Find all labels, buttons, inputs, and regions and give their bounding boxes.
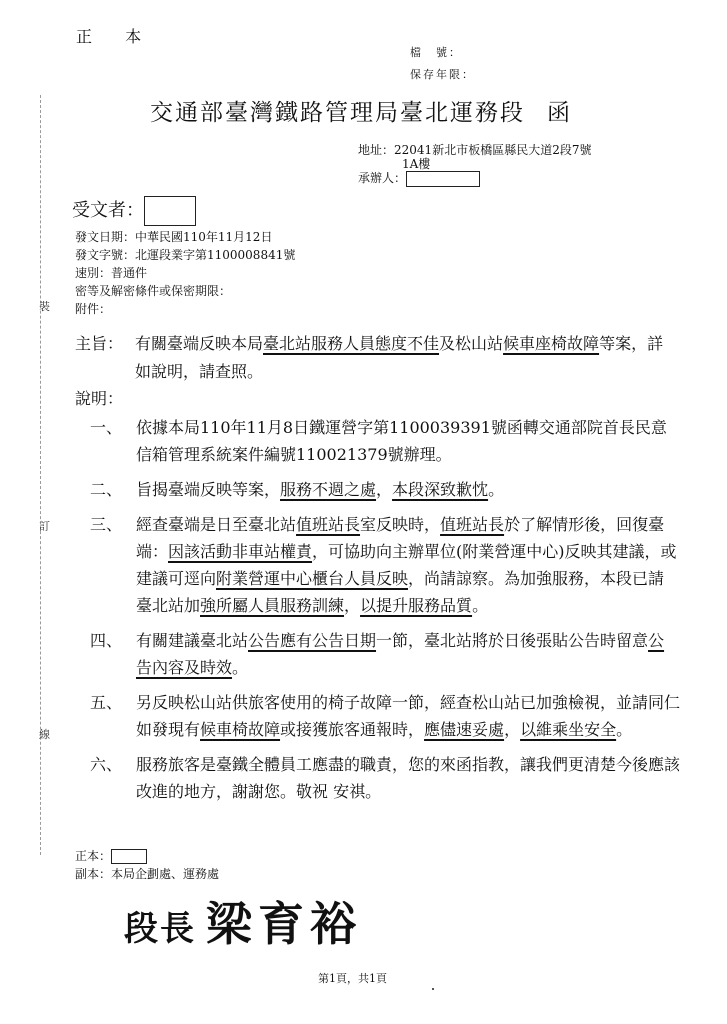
- text-run: 服務旅客是臺鐵全體員工應盡的職責，您的來函指教，讓我們更清楚今後應該改進的地方，謝謝您。敬祝 安祺。: [136, 755, 681, 801]
- underlined-phrase: 以提升服務品質: [360, 596, 473, 615]
- underlined-phrase: 值班站長: [440, 515, 505, 534]
- text-run: ，可協助向主辦單位(附業營運中心)反映其建議，或建議可逕向: [136, 542, 677, 588]
- copy-to-line: 副本：本局企劃處、運務處: [75, 867, 220, 881]
- item-number: 六、: [90, 755, 123, 774]
- address-line: [358, 141, 591, 158]
- explanation-item: [90, 511, 680, 619]
- text-run: ，: [504, 720, 521, 739]
- binding-char-zhuang: 裝: [39, 300, 50, 313]
- attachment: 附件：: [75, 302, 112, 316]
- underlined-phrase: 本段深致歉忱: [392, 480, 489, 499]
- address-line-2: 1A樓: [402, 157, 431, 171]
- underlined-phrase: 公告應有公告日期: [248, 631, 377, 650]
- subject-text: [135, 330, 665, 386]
- underlined-phrase: 公告內容及時效: [136, 631, 665, 677]
- item-text: [136, 755, 680, 801]
- recipient-line: [72, 196, 196, 226]
- signer-title: 段長: [124, 909, 196, 949]
- text-run: ，尚請諒察。為加強服務，本段已請臺北站加: [136, 569, 665, 615]
- text-run: ，: [344, 596, 361, 615]
- underlined-phrase: 值班站長: [296, 515, 361, 534]
- text-run: 及松山站: [439, 334, 504, 353]
- original-recipient-line: [75, 847, 147, 864]
- underlined-phrase: 強所屬人員服務訓練: [200, 596, 345, 615]
- document-title: [150, 94, 572, 127]
- underlined-phrase: 應儘速妥處: [424, 720, 505, 739]
- signature-block: [124, 888, 362, 954]
- text-run: 等案，詳如說明，請查照。: [135, 334, 664, 381]
- underlined-phrase: 候車椅故障: [200, 720, 281, 739]
- signer-name: 梁育裕: [206, 897, 362, 951]
- text-run: 旨揭臺端反映等案，: [136, 480, 281, 499]
- item-number: 三、: [90, 515, 123, 534]
- text-run: 有關臺端反映本局: [135, 334, 264, 353]
- underlined-phrase: 附業營運中心櫃台人員反映: [216, 569, 409, 588]
- text-run: 。: [616, 720, 633, 739]
- text-run: ，: [376, 480, 393, 499]
- copy-mark: 正 本: [76, 27, 156, 46]
- handler-line: [358, 169, 480, 187]
- page-number: 第1頁，共1頁: [318, 972, 387, 985]
- explanation-item: [90, 414, 680, 468]
- explanation-item: [90, 689, 680, 743]
- handler-label: 承辦人：: [358, 171, 407, 185]
- issue-date: 發文日期：中華民國110年11月12日: [75, 230, 273, 244]
- issue-number: 發文字號：北運段業字第1100008841號: [75, 248, 296, 262]
- item-number: 四、: [90, 631, 123, 650]
- issuing-agency: 交通部臺灣鐵路管理局臺北運務段: [150, 100, 525, 126]
- item-text: [136, 631, 664, 677]
- explanation-item: [90, 627, 680, 681]
- text-run: 。: [488, 480, 505, 499]
- underlined-phrase: 服務不週之處: [280, 480, 377, 499]
- item-text: [136, 418, 667, 464]
- address-value: 22041新北市板橋區縣民大道2段7號: [394, 143, 592, 157]
- address-label: 地址：: [358, 143, 395, 157]
- text-run: 有關建議臺北站: [136, 631, 249, 650]
- original-label: 正本：: [75, 849, 112, 863]
- item-text: [136, 480, 504, 499]
- text-run: 室反映時，: [360, 515, 441, 534]
- item-number: 二、: [90, 480, 123, 499]
- binding-char-ding: 訂: [39, 520, 50, 533]
- text-run: 。: [472, 596, 489, 615]
- item-number: 五、: [90, 693, 123, 712]
- subject-label: 主旨：: [75, 334, 124, 353]
- item-text: [136, 515, 677, 615]
- underlined-phrase: 因該活動非車站權責: [168, 542, 313, 561]
- explanation-label: 說明：: [75, 389, 124, 408]
- original-redaction-box: [111, 849, 147, 864]
- underlined-phrase: 臺北站服務人員態度不佳: [263, 334, 440, 353]
- document-kind: 函: [547, 100, 572, 126]
- underlined-phrase: 以維乘坐安全: [520, 720, 617, 739]
- recipient-redaction-box: [144, 196, 196, 226]
- retention-label: 保存年限：: [410, 68, 475, 81]
- explanation-list: [90, 414, 680, 813]
- speed: 速別：普通件: [75, 266, 148, 280]
- recipient-label: 受文者：: [72, 200, 144, 221]
- text-run: 。: [232, 658, 249, 677]
- explanation-item: [90, 751, 680, 805]
- explanation-item: [90, 476, 680, 503]
- text-run: 或接獲旅客通報時，: [280, 720, 425, 739]
- text-run: 經查臺端是日至臺北站: [136, 515, 297, 534]
- binding-char-xian: 線: [39, 728, 50, 741]
- text-run: 另反映松山站供旅客使用的椅子故障一節，經查松山站已加強檢視，並請同仁如發現有: [136, 693, 681, 739]
- text-run: 於了解情形後，回復臺端：: [136, 515, 665, 561]
- underlined-phrase: 候車座椅故障: [503, 334, 600, 353]
- file-number-label: 檔 號：: [410, 46, 462, 59]
- text-run: 一節，臺北站將於日後張貼公告時留意: [376, 631, 649, 650]
- scan-speck: [432, 988, 434, 990]
- handler-redaction-box: [406, 171, 480, 187]
- item-number: 一、: [90, 418, 123, 437]
- secrecy: 密等及解密條件或保密期限：: [75, 284, 232, 298]
- item-text: [136, 693, 680, 739]
- text-run: 依據本局110年11月8日鐵運營字第1100039391號函轉交通部院首長民意信箱管理系統案件編號110021379號辦理。: [136, 418, 667, 464]
